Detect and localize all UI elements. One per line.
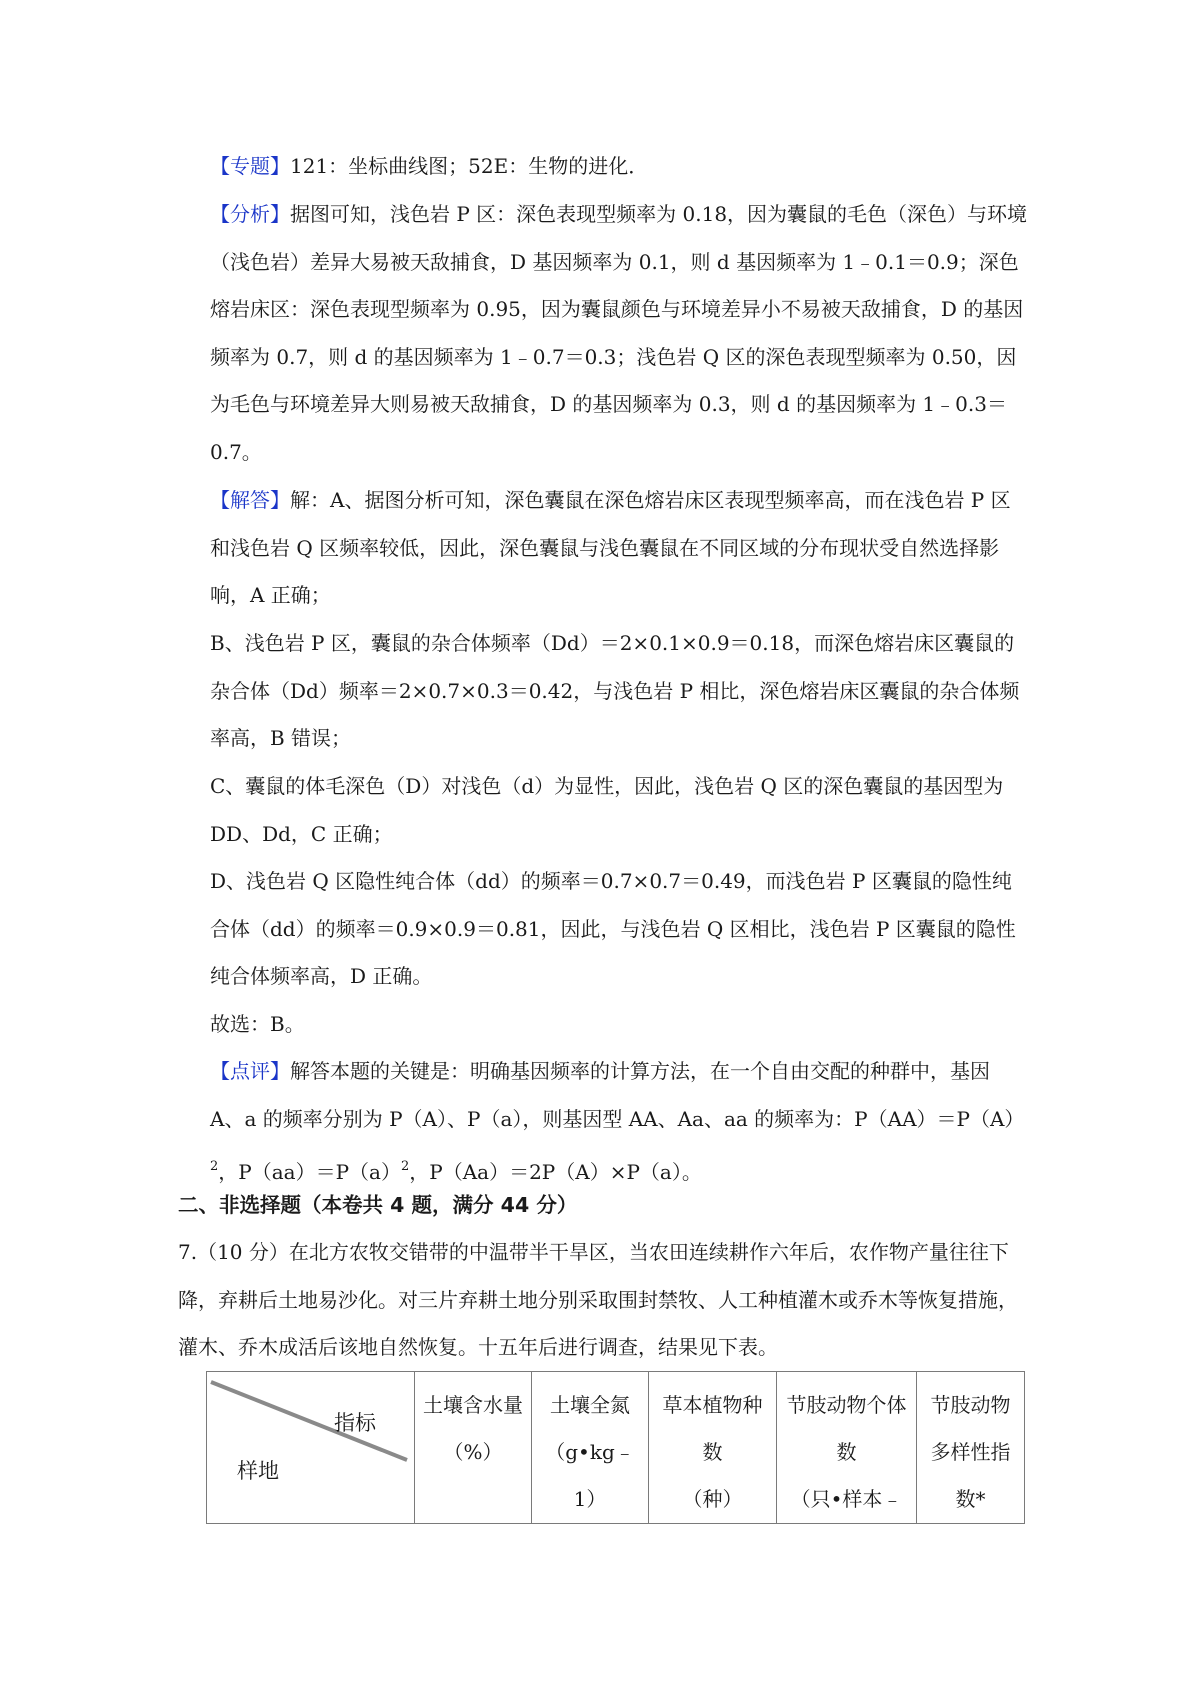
header-arthropod-diversity: [917, 1372, 1025, 1524]
header-line: （g•kg﹣: [545, 1440, 635, 1464]
survey-table: [206, 1371, 1025, 1524]
header-line: 土壤含水量: [423, 1393, 523, 1417]
diagonal-header-cell: [207, 1372, 415, 1524]
comment-mid: ，P（aa）＝P（a）: [218, 1160, 401, 1184]
answer-a-paragraph: [210, 477, 1030, 620]
header-soil-nitrogen: [532, 1372, 649, 1524]
comment-superscript-2: 2: [400, 1159, 410, 1174]
sample-plot-label: 样地: [237, 1459, 279, 1483]
analysis-text: 据图可知，浅色岩 P 区：深色表现型频率为 0.18，因为囊鼠的毛色（深色）与环境（浅色岩）差异大易被天敌捕食，D 基因频率为 0.1，则 d 基因频率为 1﹣0.1＝0.9；深色熔岩床区：深色表现型频率为 0.95，因为囊鼠颜色与环境差异小不易被天敌捕食，D 的基因频率为 0.7，则 d 的基因频率为 1﹣0.7＝0.3；浅色岩 Q 区的深色表现型频率为 0.50，因为毛色与环境差异大则易被天敌捕食，D 的基因频率为 0.3，则 d 的基因频率为 1﹣0.3＝0.7。: [210, 202, 1028, 464]
header-arthropod-count: [777, 1372, 917, 1524]
header-line: 多样性指: [930, 1440, 1011, 1464]
choice-paragraph: 故选：B。: [210, 1012, 305, 1036]
answer-tag: 【解答】: [210, 488, 290, 512]
answer-c-paragraph: C、囊鼠的体毛深色（D）对浅色（d）为显性，因此，浅色岩 Q 区的深色囊鼠的基因型为 DD、Dd，C 正确；: [210, 774, 1004, 846]
header-line: 节肢动物: [930, 1393, 1011, 1417]
section-heading: 二、非选择题（本卷共 4 题，满分 44 分）: [178, 1193, 578, 1217]
header-line: （%）: [443, 1440, 503, 1464]
analysis-tag: 【分析】: [210, 202, 290, 226]
header-line: （种）: [682, 1487, 743, 1511]
header-line: 土壤全氮: [550, 1393, 630, 1417]
header-herb-species: [649, 1372, 777, 1524]
header-line: 节肢动物个体: [786, 1393, 907, 1417]
header-line: 草本植物种: [662, 1393, 763, 1417]
comment-end: ，P（Aa）＝2P（A）×P（a）。: [409, 1160, 702, 1184]
analysis-paragraph: [210, 191, 1030, 476]
question-7-text: 7.（10 分）在北方农牧交错带的中温带半干旱区，当农田连续耕作六年后，农作物产量往往下降，弃耕后土地易沙化。对三片弃耕土地分别采取围封禁牧、人工种植灌木或乔木等恢复措施，灌木、乔木成活后该地自然恢复。十五年后进行调查，结果见下表。: [178, 1240, 1018, 1359]
header-line: 数: [702, 1440, 723, 1464]
topic-text: 121：坐标曲线图；52E：生物的进化．: [290, 154, 649, 178]
header-line: 数*: [955, 1487, 986, 1511]
topic-paragraph: [210, 143, 1030, 191]
comment-paragraph: [210, 1048, 1030, 1197]
header-line: 数: [836, 1440, 857, 1464]
answer-d-paragraph: D、浅色岩 Q 区隐性纯合体（dd）的频率＝0.7×0.7＝0.49，而浅色岩 P 区囊鼠的隐性纯合体（dd）的频率＝0.9×0.9＝0.81，因此，与浅色岩 Q 区相比，浅色岩 P 区囊鼠的隐性纯合体频率高，D 正确。: [210, 869, 1016, 988]
table-header-row: [207, 1372, 1025, 1524]
answer-b-paragraph: B、浅色岩 P 区，囊鼠的杂合体频率（Dd）＝2×0.1×0.9＝0.18，而深色熔岩床区囊鼠的杂合体（Dd）频率＝2×0.7×0.3＝0.42，与浅色岩 P 相比，深色熔岩床区囊鼠的杂合体频率高，B 错误；: [210, 631, 1020, 750]
topic-tag: 【专题】: [210, 154, 290, 178]
header-line: 1）: [573, 1487, 607, 1511]
indicator-label: 指标: [334, 1411, 376, 1435]
comment-text: 解答本题的关键是：明确基因频率的计算方法，在一个自由交配的种群中，基因 A、a 的频率分别为 P（A）、P（a），则基因型 AA、Aa、aa 的频率为：P（AA）＝P（A）: [210, 1059, 1025, 1131]
comment-superscript-1: 2: [210, 1159, 219, 1174]
header-line: （只•样本﹣: [790, 1487, 903, 1511]
comment-tag: 【点评】: [210, 1059, 290, 1083]
answer-a-text: 解：A、据图分析可知，深色囊鼠在深色熔岩床区表现型频率高，而在浅色岩 P 区和浅色岩 Q 区频率较低，因此，深色囊鼠与浅色囊鼠在不同区域的分布现状受自然选择影响，A 正确；: [210, 488, 1011, 607]
header-soil-moisture: [415, 1372, 532, 1524]
